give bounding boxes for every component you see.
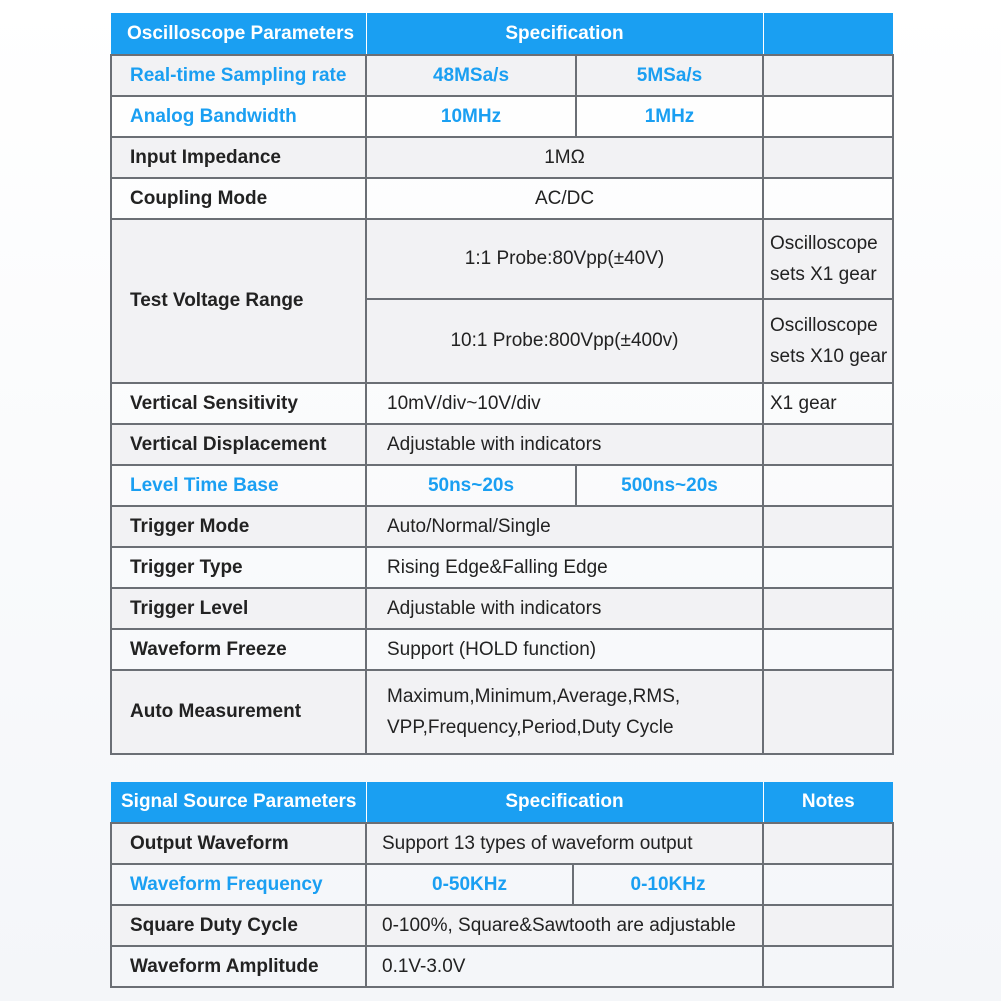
row-label: Analog Bandwidth bbox=[111, 96, 366, 137]
spec-value: AC/DC bbox=[366, 178, 763, 219]
table-row bbox=[111, 864, 893, 905]
header-specification: Specification bbox=[366, 782, 763, 823]
spec-value: 5MSa/s bbox=[576, 55, 763, 96]
note-cell bbox=[763, 465, 893, 506]
spec-value: 50ns~20s bbox=[366, 465, 576, 506]
row-label: Real-time Sampling rate bbox=[111, 55, 366, 96]
note-cell bbox=[763, 946, 893, 987]
spec-value: 500ns~20s bbox=[576, 465, 763, 506]
row-label: Waveform Amplitude bbox=[111, 946, 366, 987]
header-specification: Specification bbox=[366, 13, 763, 55]
table-row bbox=[111, 96, 893, 137]
row-label: Waveform Frequency bbox=[111, 864, 366, 905]
note-cell bbox=[763, 588, 893, 629]
row-label: Test Voltage Range bbox=[111, 219, 366, 383]
table-row bbox=[111, 670, 893, 754]
table-row bbox=[111, 588, 893, 629]
table-row bbox=[111, 424, 893, 465]
note-cell bbox=[763, 823, 893, 864]
spec-value: Adjustable with indicators bbox=[366, 588, 763, 629]
row-label: Vertical Sensitivity bbox=[111, 383, 366, 424]
table-row bbox=[111, 55, 893, 96]
table-row bbox=[111, 629, 893, 670]
spec-value: 0-50KHz bbox=[366, 864, 573, 905]
measurement-line: Maximum,Minimum,Average,RMS, bbox=[387, 686, 681, 707]
note-cell bbox=[763, 547, 893, 588]
table-row bbox=[111, 178, 893, 219]
spec-value: 0-100%, Square&Sawtooth are adjustable bbox=[366, 905, 763, 946]
note-cell bbox=[763, 96, 893, 137]
row-label: Auto Measurement bbox=[111, 670, 366, 754]
note-cell: X1 gear bbox=[763, 383, 893, 424]
spec-value: Auto/Normal/Single bbox=[366, 506, 763, 547]
spec-value: Rising Edge&Falling Edge bbox=[366, 547, 763, 588]
table-row bbox=[111, 219, 893, 299]
table-row bbox=[111, 506, 893, 547]
spec-value: 1MHz bbox=[576, 96, 763, 137]
header-notes bbox=[763, 13, 893, 55]
table-row bbox=[111, 465, 893, 506]
row-label: Trigger Mode bbox=[111, 506, 366, 547]
note-cell bbox=[763, 55, 893, 96]
note-line: Oscilloscope bbox=[770, 315, 878, 336]
measurement-line: VPP,Frequency,Period,Duty Cycle bbox=[387, 717, 674, 738]
row-label: Input Impedance bbox=[111, 137, 366, 178]
row-label: Trigger Level bbox=[111, 588, 366, 629]
header-parameters: Signal Source Parameters bbox=[111, 782, 366, 823]
spec-value bbox=[366, 670, 763, 754]
table-row bbox=[111, 137, 893, 178]
spec-value: Adjustable with indicators bbox=[366, 424, 763, 465]
header-parameters: Oscilloscope Parameters bbox=[111, 13, 366, 55]
note-cell bbox=[763, 137, 893, 178]
note-line: sets X10 gear bbox=[770, 346, 888, 367]
row-label: Waveform Freeze bbox=[111, 629, 366, 670]
spec-value: 10:1 Probe:800Vpp(±400v) bbox=[366, 299, 763, 383]
table-header-row bbox=[111, 13, 893, 55]
signal-source-parameters-table bbox=[110, 782, 894, 988]
table-row bbox=[111, 383, 893, 424]
note-cell bbox=[763, 670, 893, 754]
table-row bbox=[111, 547, 893, 588]
row-label: Output Waveform bbox=[111, 823, 366, 864]
note-cell bbox=[763, 864, 893, 905]
row-label: Coupling Mode bbox=[111, 178, 366, 219]
note-line: sets X1 gear bbox=[770, 264, 877, 285]
note-cell bbox=[763, 299, 893, 383]
spec-value: 1MΩ bbox=[366, 137, 763, 178]
header-notes: Notes bbox=[763, 782, 893, 823]
spec-value: 48MSa/s bbox=[366, 55, 576, 96]
note-cell bbox=[763, 178, 893, 219]
note-line: Oscilloscope bbox=[770, 233, 878, 254]
spec-value: 0.1V-3.0V bbox=[366, 946, 763, 987]
spec-value: Support (HOLD function) bbox=[366, 629, 763, 670]
note-cell bbox=[763, 905, 893, 946]
table-header-row bbox=[111, 782, 893, 823]
spec-value: 1:1 Probe:80Vpp(±40V) bbox=[366, 219, 763, 299]
table-row bbox=[111, 946, 893, 987]
table-row bbox=[111, 905, 893, 946]
row-label: Square Duty Cycle bbox=[111, 905, 366, 946]
spec-value: 0-10KHz bbox=[573, 864, 763, 905]
row-label: Vertical Displacement bbox=[111, 424, 366, 465]
row-label: Level Time Base bbox=[111, 465, 366, 506]
note-cell bbox=[763, 424, 893, 465]
spec-value: 10MHz bbox=[366, 96, 576, 137]
table-row bbox=[111, 823, 893, 864]
spec-value: 10mV/div~10V/div bbox=[366, 383, 763, 424]
row-label: Trigger Type bbox=[111, 547, 366, 588]
spec-value: Support 13 types of waveform output bbox=[366, 823, 763, 864]
note-cell bbox=[763, 219, 893, 299]
note-cell bbox=[763, 506, 893, 547]
oscilloscope-parameters-table bbox=[110, 13, 894, 755]
note-cell bbox=[763, 629, 893, 670]
